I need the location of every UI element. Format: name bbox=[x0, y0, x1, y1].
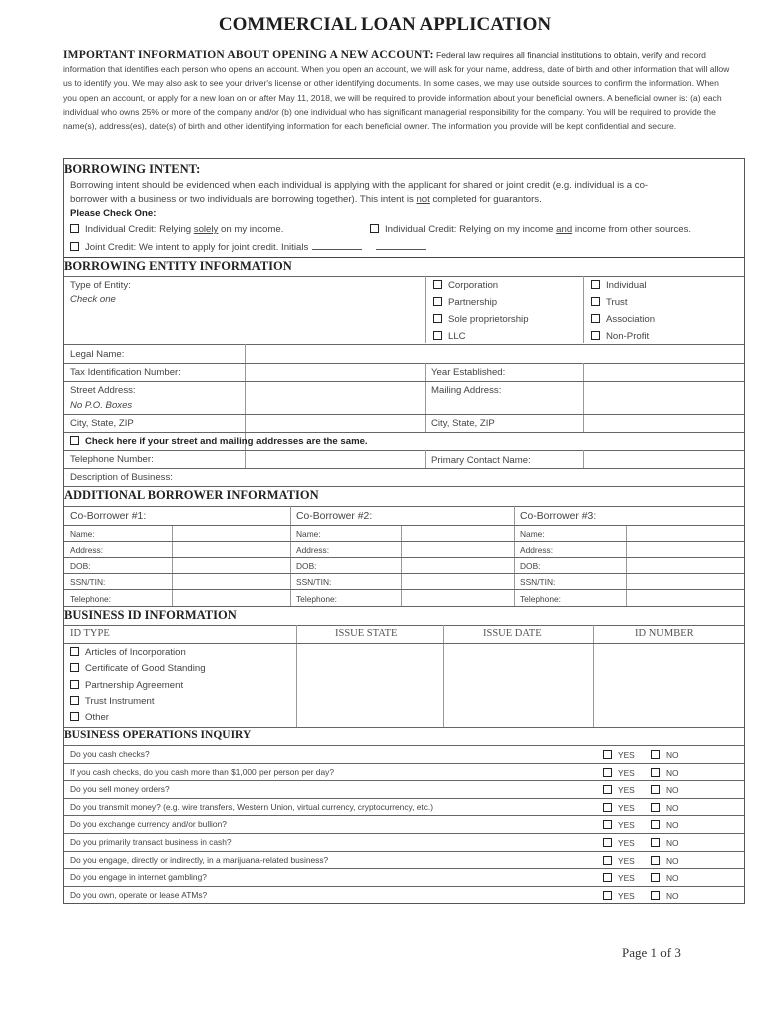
row-divider bbox=[64, 868, 744, 869]
checkbox[interactable] bbox=[70, 242, 79, 251]
inquiry-no-option[interactable]: NO bbox=[651, 785, 679, 795]
inquiry-yes-option[interactable]: YES bbox=[603, 838, 635, 848]
additional-borrower-heading: ADDITIONAL BORROWER INFORMATION bbox=[64, 488, 319, 502]
operations-inquiry-heading: BUSINESS OPERATIONS INQUIRY bbox=[64, 729, 252, 741]
check-one-label: Check one bbox=[70, 294, 116, 305]
inquiry-question: Do you primarily transact business in cash? bbox=[70, 837, 232, 847]
inquiry-question: Do you engage, directly or indirectly, in a marijuana-related business? bbox=[70, 854, 329, 865]
inquiry-question: Do you own, operate or lease ATMs? bbox=[70, 889, 208, 900]
id-other-option[interactable]: Other bbox=[70, 712, 109, 723]
checkbox[interactable] bbox=[433, 280, 442, 289]
cob3-name-label: Name: bbox=[520, 529, 545, 539]
intent-line-2: borrower with a business or two individuals are borrowing together). This intent is not completed for guarantors. bbox=[70, 194, 542, 205]
entity-partnership-option[interactable]: Partnership bbox=[433, 297, 497, 308]
checkbox[interactable] bbox=[70, 680, 79, 689]
same-address-option[interactable]: Check here if your street and mailing addresses are the same. bbox=[70, 436, 368, 447]
year-established-label: Year Established: bbox=[431, 367, 506, 378]
legal-name-label: Legal Name: bbox=[70, 349, 125, 360]
cob2-address-label: Address: bbox=[296, 545, 330, 555]
co-borrower-2-label: Co-Borrower #2: bbox=[296, 511, 373, 522]
inquiry-question: Do you exchange currency and/or bullion? bbox=[70, 819, 227, 830]
inquiry-yes-option[interactable]: YES bbox=[603, 856, 635, 866]
id-certificate-option[interactable]: Certificate of Good Standing bbox=[70, 663, 206, 674]
row-divider bbox=[64, 798, 744, 799]
intro-paragraph bbox=[63, 48, 733, 133]
id-trust-instrument-option[interactable]: Trust Instrument bbox=[70, 696, 154, 707]
inquiry-question: Do you transmit money? (e.g. wire transfers, Western Union, virtual currency, cryptocurrency, etc.) bbox=[70, 801, 434, 812]
checkbox[interactable] bbox=[651, 785, 660, 794]
checkbox[interactable] bbox=[70, 696, 79, 705]
entity-association-option[interactable]: Association bbox=[591, 314, 655, 325]
checkbox[interactable] bbox=[70, 647, 79, 656]
cob3-ssn-label: SSN/TIN: bbox=[520, 577, 556, 587]
checkbox[interactable] bbox=[591, 280, 600, 289]
borrowing-intent-heading: BORROWING INTENT: bbox=[64, 162, 201, 176]
city-state-zip-label: City, State, ZIP bbox=[70, 418, 134, 429]
checkbox[interactable] bbox=[433, 331, 442, 340]
checkbox[interactable] bbox=[603, 803, 612, 812]
individual-credit-other-sources-option[interactable]: Individual Credit: Relying on my income and income from other sources. bbox=[370, 224, 691, 235]
cob1-telephone-label: Telephone: bbox=[70, 594, 111, 604]
tax-id-label: Tax Identification Number: bbox=[70, 367, 181, 378]
checkbox[interactable] bbox=[591, 331, 600, 340]
checkbox[interactable] bbox=[70, 224, 79, 233]
entity-corporation-option[interactable]: Corporation bbox=[433, 280, 498, 291]
row-divider bbox=[64, 851, 744, 852]
inquiry-yes-option[interactable]: YES bbox=[603, 785, 635, 795]
checkbox[interactable] bbox=[651, 750, 660, 759]
inquiry-question: Do you cash checks? bbox=[70, 749, 150, 759]
checkbox[interactable] bbox=[370, 224, 379, 233]
checkbox[interactable] bbox=[603, 891, 612, 900]
intent-line-1: Borrowing intent should be evidenced when each individual is applying with the applicant for shared or joint credit (e.g. individual is a co- bbox=[70, 180, 649, 191]
row-divider bbox=[64, 780, 744, 781]
checkbox[interactable] bbox=[603, 856, 612, 865]
issue-state-column: ISSUE STATE bbox=[335, 628, 398, 639]
row-divider bbox=[64, 886, 744, 887]
inquiry-yes-option[interactable]: YES bbox=[603, 820, 635, 830]
checkbox[interactable] bbox=[603, 820, 612, 829]
intro-lead: IMPORTANT INFORMATION ABOUT OPENING A NEW ACCOUNT: bbox=[63, 49, 434, 61]
checkbox[interactable] bbox=[651, 856, 660, 865]
no-po-boxes-note: No P.O. Boxes bbox=[70, 400, 133, 411]
checkbox[interactable] bbox=[70, 663, 79, 672]
id-articles-option[interactable]: Articles of Incorporation bbox=[70, 647, 186, 658]
checkbox[interactable] bbox=[70, 436, 79, 445]
checkbox[interactable] bbox=[70, 712, 79, 721]
cob3-address-label: Address: bbox=[520, 545, 554, 555]
description-of-business-label: Description of Business: bbox=[70, 472, 173, 483]
checkbox[interactable] bbox=[651, 820, 660, 829]
inquiry-no-option[interactable]: NO bbox=[651, 803, 679, 813]
individual-credit-solely-option[interactable]: Individual Credit: Relying solely on my income. bbox=[70, 224, 283, 235]
cob2-ssn-label: SSN/TIN: bbox=[296, 577, 332, 587]
inquiry-yes-option[interactable]: YES bbox=[603, 873, 635, 883]
mailing-city-state-zip-label: City, State, ZIP bbox=[431, 418, 495, 429]
inquiry-yes-option[interactable]: YES bbox=[603, 768, 635, 778]
inquiry-question: Do you sell money orders? bbox=[70, 784, 170, 795]
checkbox[interactable] bbox=[591, 314, 600, 323]
entity-sole-proprietorship-option[interactable]: Sole proprietorship bbox=[433, 314, 529, 325]
street-address-label: Street Address: bbox=[70, 385, 136, 396]
cob2-telephone-label: Telephone: bbox=[296, 594, 337, 604]
co-borrower-3-label: Co-Borrower #3: bbox=[520, 511, 597, 522]
inquiry-no-option[interactable]: NO bbox=[651, 856, 679, 866]
please-check-one: Please Check One: bbox=[70, 208, 157, 219]
entity-trust-option[interactable]: Trust bbox=[591, 297, 628, 308]
inquiry-yes-option[interactable]: YES bbox=[603, 891, 635, 901]
inquiry-no-option[interactable]: NO bbox=[651, 750, 679, 760]
cob2-dob-label: DOB: bbox=[296, 561, 317, 571]
entity-llc-option[interactable]: LLC bbox=[433, 331, 466, 342]
row-divider bbox=[64, 833, 744, 834]
checkbox[interactable] bbox=[433, 297, 442, 306]
checkbox[interactable] bbox=[603, 750, 612, 759]
checkbox[interactable] bbox=[651, 803, 660, 812]
intro-body: and record information that identifies each person who opens an account. When you open an account, we will ask for your name, address, date of birth and other information that will allow us to identify you. We may also ask to see your driver's license or other identifying documents. In some cases, we may use outside sources to confirm the information. When you open an account, or apply for a new loan on or after May 11, 2018, we will be required to provide information about your beneficial owners. A beneficial owner is: (a) each individual who owns 25% or more of the company and/or (b) one individual who has significant managerial responsibility for the company. You will be required to provide the name(s), address(es), date(s) of birth and other identifying information for each beneficial owner. The information you provide will be kept confidential and secure. bbox=[63, 50, 730, 132]
row-divider bbox=[64, 815, 744, 816]
cob3-telephone-label: Telephone: bbox=[520, 594, 561, 604]
checkbox[interactable] bbox=[651, 768, 660, 777]
checkbox[interactable] bbox=[603, 785, 612, 794]
cob1-dob-label: DOB: bbox=[70, 561, 91, 571]
cob1-name-label: Name: bbox=[70, 529, 95, 539]
mailing-address-label: Mailing Address: bbox=[431, 385, 502, 396]
row-divider bbox=[64, 763, 744, 764]
not-emphasis: not bbox=[416, 194, 430, 205]
document-title: COMMERCIAL LOAN APPLICATION bbox=[218, 14, 552, 35]
entity-nonprofit-option[interactable]: Non-Profit bbox=[591, 331, 649, 342]
cob1-ssn-label: SSN/TIN: bbox=[70, 577, 106, 587]
business-id-heading: BUSINESS ID INFORMATION bbox=[64, 608, 237, 622]
inquiry-question: If you cash checks, do you cash more than $1,000 per person per day? bbox=[70, 766, 334, 777]
inquiry-no-option[interactable]: NO bbox=[651, 838, 679, 848]
inquiry-no-option[interactable]: NO bbox=[651, 820, 679, 830]
initials-field-1[interactable] bbox=[312, 241, 362, 250]
checkbox[interactable] bbox=[651, 873, 660, 882]
borrowing-entity-heading: BORROWING ENTITY INFORMATION bbox=[64, 259, 292, 273]
checkbox[interactable] bbox=[603, 768, 612, 777]
id-type-column: ID TYPE bbox=[70, 628, 110, 639]
primary-contact-label: Primary Contact Name: bbox=[431, 455, 531, 466]
type-of-entity-label: Type of Entity: bbox=[70, 280, 131, 291]
intro-lead-tail: Federal law requires all financial institutions to obtain, verify bbox=[436, 50, 663, 60]
entity-individual-option[interactable]: Individual bbox=[591, 280, 647, 291]
checkbox[interactable] bbox=[591, 297, 600, 306]
cob2-name-label: Name: bbox=[296, 529, 321, 539]
checkbox[interactable] bbox=[651, 891, 660, 900]
cob1-address-label: Address: bbox=[70, 545, 104, 555]
inquiry-yes-option[interactable]: YES bbox=[603, 803, 635, 813]
page-number: Page 1 of 3 bbox=[622, 945, 681, 960]
checkbox[interactable] bbox=[603, 873, 612, 882]
checkbox[interactable] bbox=[433, 314, 442, 323]
checkbox[interactable] bbox=[651, 838, 660, 847]
cob3-dob-label: DOB: bbox=[520, 561, 541, 571]
id-number-column: ID NUMBER bbox=[635, 628, 694, 639]
checkbox[interactable] bbox=[603, 838, 612, 847]
joint-credit-option[interactable]: Joint Credit: We intent to apply for joint credit. Initials bbox=[70, 241, 426, 253]
co-borrower-1-label: Co-Borrower #1: bbox=[70, 511, 147, 522]
issue-date-column: ISSUE DATE bbox=[483, 628, 542, 639]
inquiry-yes-option[interactable]: YES bbox=[603, 750, 635, 760]
inquiry-no-option[interactable]: NO bbox=[651, 768, 679, 778]
inquiry-no-option[interactable]: NO bbox=[651, 891, 679, 901]
id-partnership-agreement-option[interactable]: Partnership Agreement bbox=[70, 680, 183, 691]
initials-field-2[interactable] bbox=[376, 241, 426, 250]
inquiry-no-option[interactable]: NO bbox=[651, 873, 679, 883]
inquiry-question: Do you engage in internet gambling? bbox=[70, 872, 207, 883]
telephone-label: Telephone Number: bbox=[70, 454, 154, 465]
